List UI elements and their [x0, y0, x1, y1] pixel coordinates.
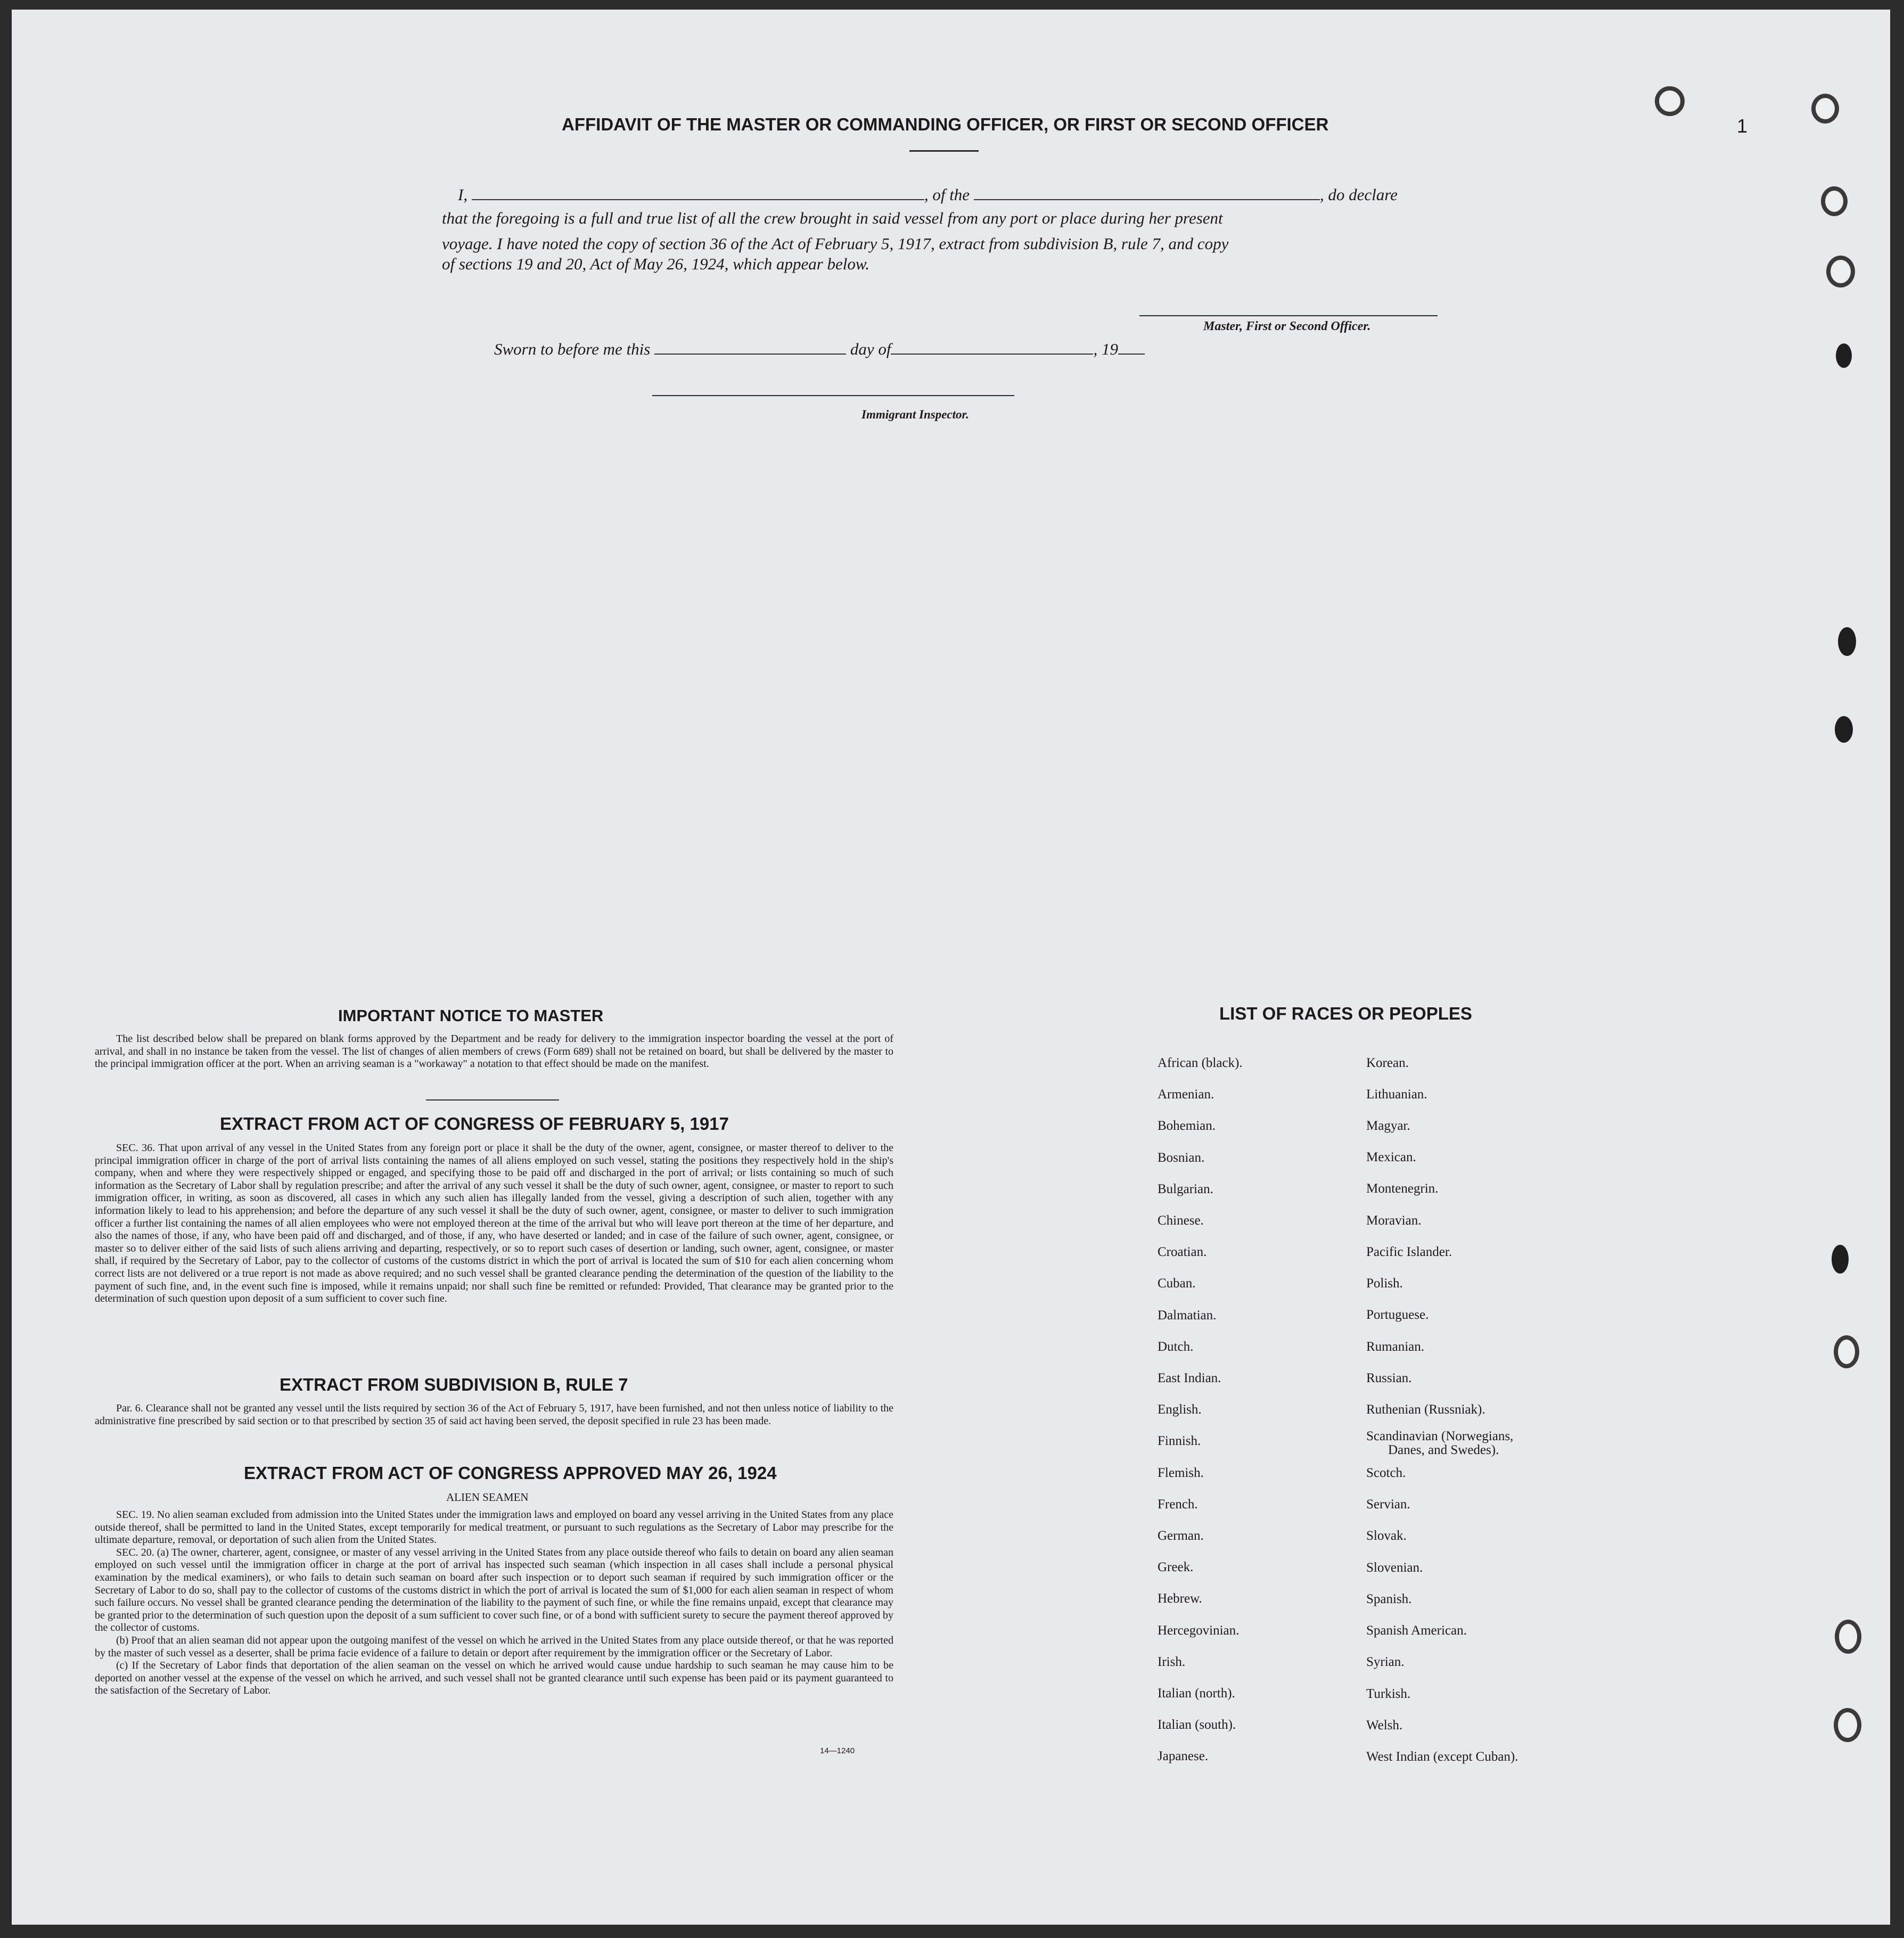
title-rule	[909, 150, 979, 152]
race-item: Bohemian.	[1158, 1119, 1216, 1134]
race-item: African (black).	[1158, 1056, 1243, 1070]
race-item: Pacific Islander.	[1366, 1245, 1452, 1259]
notice-text: The list described below shall be prepared on blank forms approved by the Department and be ready for delivery to the immigration inspector boarding the vessel at the port of arrival, and shall in no instance be taken from the vessel. The list of changes of alien members of crews (Form 689) shall not be retained on board, but shall be delivered by the master to the principal immigration officer at the port. When an arriving seaman is a "workaway" a notation to that effect should be made on the manifest.	[95, 1033, 893, 1070]
race-item: Bulgarian.	[1158, 1181, 1213, 1196]
do-declare-label: , do declare	[1319, 185, 1398, 204]
race-item: Welsh.	[1366, 1718, 1403, 1732]
affidavit-title: AFFIDAVIT OF THE MASTER OR COMMANDING OFFICER, OR FIRST OR SECOND OFFICER	[562, 114, 1329, 134]
races-title: LIST OF RACES OR PEOPLES	[1219, 1004, 1472, 1023]
race-item: Finnish.	[1158, 1434, 1201, 1449]
race-item: English.	[1158, 1402, 1202, 1417]
race-item: Danes, and Swedes).	[1388, 1443, 1499, 1457]
race-item: Greek.	[1158, 1560, 1194, 1575]
race-item: Slovak.	[1366, 1529, 1407, 1543]
form-number: 14—1240	[820, 1746, 855, 1755]
race-item: German.	[1158, 1529, 1204, 1543]
affidavit-line4: of sections 19 and 20, Act of May 26, 1924, which appear below.	[442, 254, 870, 273]
notice-rule	[426, 1099, 559, 1101]
binder-hole	[1832, 1245, 1849, 1274]
master-label: Master, First or Second Officer.	[1203, 319, 1371, 333]
binder-hole	[1826, 256, 1855, 288]
race-item: Hercegovinian.	[1158, 1623, 1240, 1638]
year-label: , 19	[1093, 340, 1118, 358]
race-item: Armenian.	[1158, 1087, 1214, 1102]
binder-hole	[1821, 186, 1848, 216]
race-item: Scotch.	[1366, 1466, 1406, 1480]
sworn-line	[494, 335, 1145, 359]
extract2-body	[95, 1402, 893, 1427]
sworn-label: Sworn to before me this	[494, 340, 651, 358]
inspector-signature-line	[652, 395, 1014, 396]
extract1-title: EXTRACT FROM ACT OF CONGRESS OF FEBRUARY 5, 1917	[220, 1114, 729, 1134]
race-item: Mexican.	[1366, 1150, 1416, 1164]
race-item: Polish.	[1366, 1276, 1403, 1291]
race-item: Magyar.	[1366, 1119, 1410, 1133]
race-item: Spanish American.	[1366, 1623, 1467, 1638]
notice-body	[95, 1033, 893, 1071]
top-edge	[0, 0, 1904, 10]
race-item: Lithuanian.	[1366, 1087, 1427, 1102]
race-item: Montenegrin.	[1366, 1181, 1439, 1196]
notice-title: IMPORTANT NOTICE TO MASTER	[338, 1006, 604, 1025]
race-item: Turkish.	[1366, 1687, 1411, 1701]
binder-hole	[1835, 1620, 1861, 1654]
race-item: Italian (north).	[1158, 1686, 1235, 1701]
race-item: East Indian.	[1158, 1371, 1221, 1385]
race-item: Spanish.	[1366, 1592, 1412, 1606]
extract1-body	[95, 1142, 893, 1305]
race-item: Korean.	[1366, 1056, 1409, 1070]
affidavit-line1	[458, 181, 1398, 204]
race-item: Dalmatian.	[1158, 1308, 1217, 1323]
extract3-body	[95, 1509, 893, 1697]
race-item: Croatian.	[1158, 1245, 1207, 1260]
race-item: Cuban.	[1158, 1276, 1196, 1291]
day-blank	[654, 335, 846, 355]
par6-text: Par. 6. Clearance shall not be granted any vessel until the lists required by section 36 of the Act of February 5, 1917, have been furnished, and not then unless notice of liability to the administrative fine prescribed by said section or to that prescribed by section 35 of said act having been served, the deposit specified in rule 23 has been made.	[95, 1402, 893, 1427]
race-item: Hebrew.	[1158, 1591, 1202, 1606]
race-item: Chinese.	[1158, 1213, 1204, 1228]
alien-seamen-subtitle: ALIEN SEAMEN	[446, 1491, 529, 1504]
name-blank	[472, 181, 924, 200]
race-item: Syrian.	[1366, 1655, 1405, 1669]
year-blank	[1118, 335, 1145, 355]
day-of-label: day of	[850, 340, 891, 358]
sec20a-text: SEC. 20. (a) The owner, charterer, agent, consignee, or master of any vessel arriving in the United States from any place outside thereof who fails to detain on board any alien seaman employed on such vessel until the immigration officer in charge at the port of arrival has inspected such seaman (which inspection in all cases shall include a personal physical examination by the medical examiners), or who fails to detain such seaman on board after such inspection or to deport such seaman if required by such immigration officer or the Secretary of Labor to do so, shall pay to the collector of customs of the customs district in which the port of arrival is located the sum of $1,000 for each alien seaman in respect of whom such failure occurs. No vessel shall be granted clearance pending the determination of the liability to the payment of such fine, or while the fine remains unpaid, except that clearance may be granted prior to the determination of such question upon the deposit of a sum sufficient to cover such fine, or of a bond with sufficient surety to secure the payment thereof approved by the collector of customs.	[95, 1546, 893, 1634]
binder-hole	[1811, 94, 1839, 124]
race-item: Ruthenian (Russniak).	[1366, 1402, 1486, 1417]
vessel-blank	[974, 181, 1320, 200]
race-item: Slovenian.	[1366, 1561, 1423, 1575]
race-item: French.	[1158, 1497, 1198, 1512]
race-item: Scandinavian (Norwegians,	[1366, 1429, 1514, 1443]
corner-mark: 1	[1737, 115, 1748, 137]
sec36-text: SEC. 36. That upon arrival of any vessel in the United States from any foreign port or place it shall be the duty of the owner, agent, consignee, or master thereof to deliver to the principal immigration officer in charge of the port of arrival lists containing the names of all aliens employed on such vessel, stating the positions they respectively hold in the ship's company, when and where they were respectively shipped or engaged, and specifying those to be paid off and discharged in the port of arrival; or lists containing so much of such information as the Secretary of Labor shall by regulation prescribe; and after the arrival of any such vessel it shall be the duty of such owner, agent, consignee, or master to report to such immigration officer, in writing, as soon as discovered, all cases in which any such alien has illegally landed from the vessel, giving a description of such alien, together with any information likely to lead to his apprehension; and before the departure of any such vessel it shall be the duty of such owner, agent, consignee, or master to deliver to such immigration officer a further list containing the names of all alien employees who were not employed thereon at the time of the arrival but who will leave port thereon at the time of her departure, and also the names of those, if any, who have been paid off and discharged, and of those, if any, who have deserted or landed; and in case of the failure of such owner, agent, consignee, or master so to deliver either of the said lists of such aliens arriving and departing, respectively, or so to report such cases of desertion or landing, such owner, agent, consignee, or master shall, if required by the Secretary of Labor, pay to the collector of customs of the customs district in which the port of arrival is located the sum of $10 for each alien concerning whom correct lists are not delivered or a true report is not made as above required; and no such vessel shall be granted clearance pending the determination of the question of the liability to the payment of such fine, and, in the event such fine is imposed, while it remains unpaid; nor shall such fine be remitted or refunded: Provided, That clearance may be granted prior to the determination of such question upon deposit of a sum sufficient to cover such fine.	[95, 1142, 893, 1305]
race-item: Irish.	[1158, 1654, 1186, 1669]
extract2-title: EXTRACT FROM SUBDIVISION B, RULE 7	[280, 1375, 628, 1394]
binder-hole	[1836, 343, 1852, 368]
binder-hole	[1834, 1708, 1861, 1742]
extract3-title: EXTRACT FROM ACT OF CONGRESS APPROVED MAY 26, 1924	[244, 1463, 777, 1483]
race-item: Rumanian.	[1366, 1340, 1425, 1354]
binder-hole	[1838, 627, 1856, 656]
race-item: West Indian (except Cuban).	[1366, 1750, 1519, 1764]
i-label: I,	[458, 185, 468, 204]
binder-hole	[1834, 1335, 1859, 1368]
binder-hole	[1655, 86, 1685, 116]
sec20b-text: (b) Proof that an alien seaman did not appear upon the outgoing manifest of the vessel on which he arrived in the United States from any place outside thereof, or that he was reported by the master of such vessel as a deserter, shall be prima facie evidence of a failure to detain or deport after requirement by the immigration officer or the Secretary of Labor.	[95, 1634, 893, 1659]
affidavit-line3: voyage. I have noted the copy of section 36 of the Act of February 5, 1917, extract from subdivision B, rule 7, and copy	[442, 234, 1229, 253]
affidavit-line2: that the foregoing is a full and true list of all the crew brought in said vessel from any port or place during her present	[442, 209, 1223, 227]
of-the-label: , of the	[924, 185, 970, 204]
master-signature-line	[1139, 315, 1438, 316]
race-item: Servian.	[1366, 1497, 1410, 1512]
race-item: Flemish.	[1158, 1465, 1204, 1480]
binder-hole	[1835, 716, 1853, 743]
inspector-label: Immigrant Inspector.	[861, 408, 969, 421]
month-blank	[891, 335, 1093, 355]
right-edge	[1890, 0, 1904, 1938]
sec19-text: SEC. 19. No alien seaman excluded from admission into the United States under the immigration laws and employed on board any vessel arriving in the United States from any place outside thereof, shall be permitted to land in the United States, except temporarily for medical treatment, or pursuant to such regulations as the Secretary of Labor may prescribe for the ultimate departure, removal, or deportation of such alien from the United States.	[95, 1509, 893, 1546]
race-item: Moravian.	[1366, 1213, 1422, 1228]
bottom-edge	[0, 1925, 1904, 1938]
race-item: Japanese.	[1158, 1749, 1209, 1764]
left-edge	[0, 0, 12, 1938]
race-item: Russian.	[1366, 1371, 1412, 1385]
race-item: Portuguese.	[1366, 1308, 1429, 1322]
race-item: Dutch.	[1158, 1339, 1194, 1354]
sec20c-text: (c) If the Secretary of Labor finds that deportation of the alien seaman on the vessel on which he arrived would cause undue hardship to such seaman he may cause him to be deported on another vessel at the expense of the vessel on which he arrived, and such vessel shall not be granted clearance until such expense has been paid or its payment guaranteed to the satisfaction of the Secretary of Labor.	[95, 1660, 893, 1697]
race-item: Bosnian.	[1158, 1150, 1205, 1165]
race-item: Italian (south).	[1158, 1718, 1236, 1732]
